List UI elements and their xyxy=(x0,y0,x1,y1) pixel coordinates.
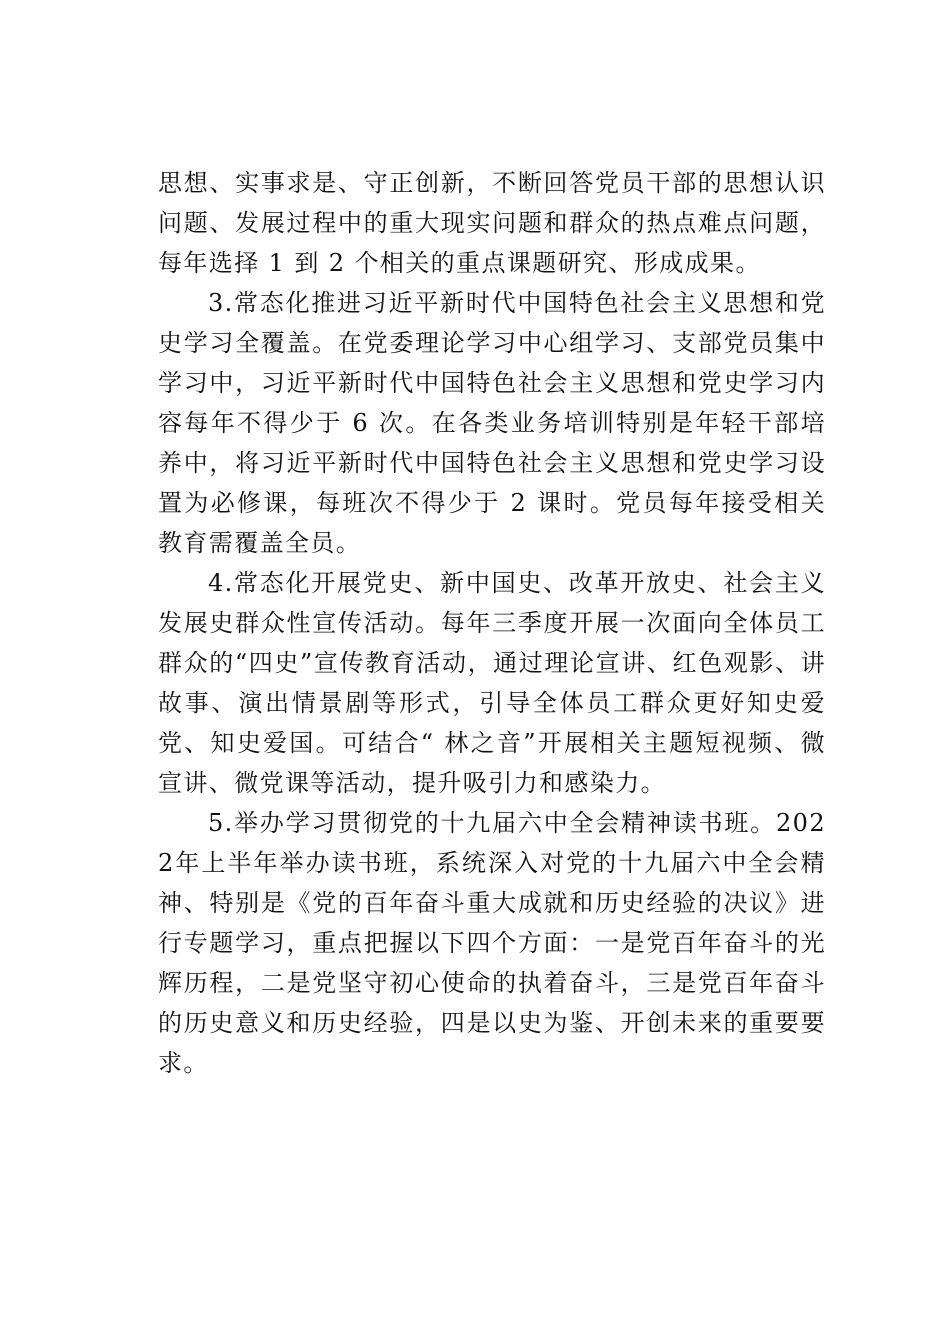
document-body xyxy=(158,163,826,1083)
paragraph-continuation: 思想、实事求是、守正创新，不断回答党员干部的思想认识问题、发展过程中的重大现实问题和群众的热点难点问题，每年选择 1 到 2 个相关的重点课题研究、形成成果。 xyxy=(158,169,826,277)
paragraph-item-4: 4.常态化开展党史、新中国史、改革开放史、社会主义发展史群众性宣传活动。每年三季度开展一次面向全体员工群众的“四史”宣传教育活动，通过理论宣讲、红色观影、讲故事、演出情景剧等形式，引导全体员工群众更好知史爱党、知史爱国。可结合“ 林之音”开展相关主题短视频、微宣讲、微党课等活动，提升吸引力和感染力。 xyxy=(158,569,826,797)
paragraph-item-3: 3.常态化推进习近平新时代中国特色社会主义思想和党史学习全覆盖。在党委理论学习中心组学习、支部党员集中学习中，习近平新时代中国特色社会主义思想和党史学习内容每年不得少于 6 次。在各类业务培训特别是年轻干部培养中，将习近平新时代中国特色社会主义思想和党史学习设置为必修课，每班次不得少于 2 课时。党员每年接受相关教育需覆盖全员。 xyxy=(158,289,826,557)
paragraph-item-5: 5.举办学习贯彻党的十九届六中全会精神读书班。2022年上半年举办读书班，系统深入对党的十九届六中全会精神、特别是《党的百年奋斗重大成就和历史经验的决议》进行专题学习，重点把握以下四个方面：一是党百年奋斗的光辉历程，二是党坚守初心使命的执着奋斗，三是党百年奋斗的历史意义和历史经验，四是以史为鉴、开创未来的重要要求。 xyxy=(158,809,826,1077)
